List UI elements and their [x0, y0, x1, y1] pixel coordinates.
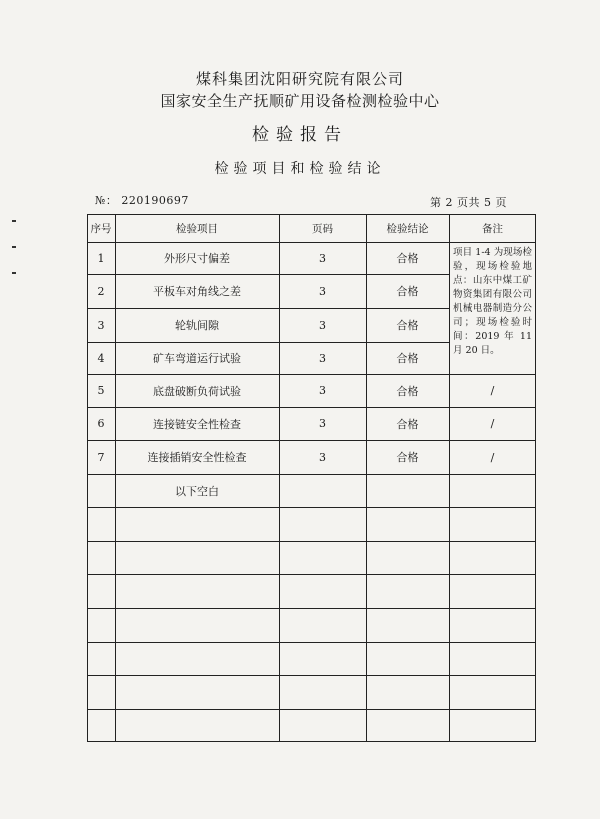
page-ref: 3	[319, 384, 326, 397]
inspection-item: 底盘破断负荷试验	[153, 384, 241, 398]
col-header-item: 检验项目	[176, 222, 218, 235]
col-header-remark: 备注	[482, 222, 503, 235]
row-number: 7	[97, 450, 105, 464]
margin-mark	[12, 272, 16, 274]
inspection-item: 平板车对角线之差	[153, 285, 241, 298]
margin-mark	[12, 220, 16, 222]
remark-merged-cell: 项目 1-4 为现场检验，现场检验地点：山东中煤工矿物资集团有限公司机械电器制造分公司；现场检验时间：2019 年 11 月 20 日。	[453, 247, 532, 356]
table-vertical-rule	[449, 214, 450, 742]
page-ref: 3	[319, 251, 326, 265]
inspection-result: 合格	[396, 252, 419, 265]
col-header-page: 页码	[312, 222, 333, 235]
inspection-result: 合格	[396, 451, 419, 464]
table-horizontal-rule	[87, 709, 536, 710]
inspection-table	[87, 214, 536, 742]
table-horizontal-rule	[87, 507, 536, 508]
table-horizontal-rule	[87, 574, 536, 575]
row-number: 5	[97, 384, 105, 397]
inspection-item: 轮轨间隙	[175, 319, 219, 332]
page-ref: 3	[319, 450, 326, 464]
row-number: 6	[97, 417, 105, 430]
row-number: 1	[97, 251, 105, 265]
row-remark: /	[490, 417, 495, 430]
col-header-no: 序号	[90, 222, 112, 235]
report-number: №： 220190697	[95, 194, 189, 207]
row-remark: /	[490, 384, 495, 397]
page-indicator: 第 2 页共 5 页	[430, 196, 507, 209]
document-title: 检验报告	[252, 125, 348, 145]
margin-mark	[12, 246, 16, 248]
org-name-line2: 国家安全生产抚顺矿用设备检测检验中心	[160, 92, 440, 110]
row-remark: /	[490, 450, 495, 464]
inspection-result: 合格	[396, 319, 419, 332]
row-number: 4	[97, 351, 105, 365]
page-ref: 3	[319, 318, 326, 332]
inspection-item: 连接插销安全性检查	[147, 451, 247, 464]
table-vertical-rule	[535, 214, 536, 742]
org-name-line1: 煤科集团沈阳研究院有限公司	[195, 70, 404, 88]
inspection-item: 连接链安全性检查	[153, 417, 241, 431]
table-horizontal-rule	[87, 608, 536, 609]
page-ref: 3	[319, 417, 326, 430]
page-ref: 3	[319, 351, 326, 365]
blank-below-note: 以下空白	[175, 484, 219, 498]
inspection-result: 合格	[396, 417, 419, 431]
table-horizontal-rule	[87, 214, 536, 215]
page-ref: 3	[319, 284, 326, 298]
table-horizontal-rule	[87, 741, 536, 742]
inspection-result: 合格	[396, 384, 419, 398]
row-number: 3	[97, 318, 105, 332]
inspection-result: 合格	[396, 285, 419, 298]
row-number: 2	[97, 284, 105, 298]
section-title: 检验项目和检验结论	[214, 161, 386, 177]
inspection-item: 矿车弯道运行试验	[153, 352, 241, 365]
inspection-item: 外形尺寸偏差	[164, 252, 230, 265]
table-horizontal-rule	[87, 675, 536, 676]
table-horizontal-rule	[87, 642, 536, 643]
inspection-result: 合格	[396, 352, 419, 365]
table-horizontal-rule	[87, 541, 536, 542]
col-header-result: 检验结论	[386, 222, 429, 235]
